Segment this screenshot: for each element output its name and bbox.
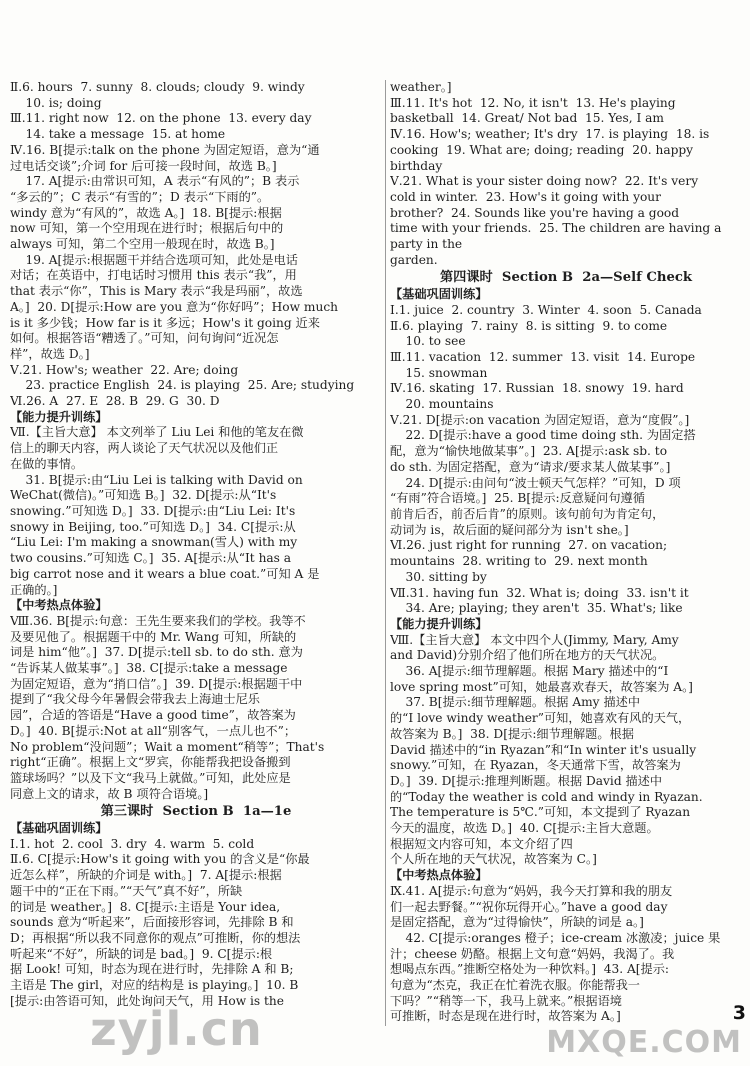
right-column-line: 第四课时 Section B 2a—Self Check [439,270,693,286]
right-column-line: basketball 14. Great/ Not bad 15. Yes, I am [390,111,664,126]
left-column-line: 为固定短语，意为“捎口信”。] 39. D[提示:根据题干中 [10,676,303,691]
page-number: 3 [732,1002,746,1024]
right-column-line: 【能力提升训练】 [390,616,488,631]
left-column-line: big carrot nose and it wears a blue coat.”可知 A 是 [10,566,320,581]
left-column-line: “多云的”；C 表示“有雪的”；D 表示“下雨的”。 [10,189,270,204]
right-column-line: brother? 24. Sounds like you're having a good [390,205,680,220]
left-column-line: 据 Look! 可知，时态为现在进行时，先排除 A 和 B; [10,962,294,977]
left-column-line: Ⅱ.6. hours 7. sunny 8. clouds; cloudy 9. windy [10,80,305,94]
left-column-line: D；再根据“所以我不同意你的观点”可推断，你的想法 [10,930,301,945]
watermark-right: MXQE.COM [546,1025,742,1060]
right-column-line: Ⅴ.21. D[提示:on vacation 为固定短语，意为“度假”。] [390,412,690,427]
left-column-line: 在做的事情。 [10,456,84,471]
right-column-line: 汁；cheese 奶酪。根据上文句意“妈妈，我渴了。我 [390,946,675,961]
right-column-line: 37. B[提示:细节理解题。根据 Amy 描述中 [390,695,641,710]
left-column-line: always 可知，第二个空用一般现在时，故选 B。] [10,237,275,252]
watermark-left: zyjl.cn [90,1002,263,1056]
right-column-line: cooking 19. What are; doing; reading 20. happy [390,142,694,157]
right-column-line: Ⅶ.31. having fun 32. What is; doing 33. isn't it [390,585,689,600]
right-column-line: love spring most”可知，她最喜欢春天，故答案为 A。] [390,679,693,694]
right-column-line: 24. D[提示:由问句“波士顿天气怎样？”可知，D 项 [390,475,681,490]
right-column-line: Ⅱ.6. playing 7. rainy 8. is sitting 9. to come [390,318,668,333]
left-column-line: D。] 40. B[提示:Not at all“别客气，一点儿也不”； [10,723,297,738]
left-column-line: 听起来“不好”，所缺的词是 bad。] 9. C[提示:根 [10,946,273,961]
left-column-line: 第三课时 Section B 1a—1e [100,804,292,820]
right-column-line: 34. Are; playing; they aren't 35. What's; like [390,601,683,616]
right-column [390,80,742,1036]
right-column-line: 可推断，时态是现在进行时，故答案为 A。] [390,1009,621,1024]
left-column-line: 及要见他了。根据题干中的 Mr. Wang 可知，所缺的 [10,629,297,644]
left-column-line: A。] 20. D[提示:How are you 意为“你好吗”；How much [10,299,338,314]
right-column-line: snowy.”可知，在 Ryazan，冬天通常下雪，故答案为 [390,758,681,773]
right-column-line: and David)分别介绍了他们所在地方的天气状况。 [390,648,665,663]
left-column-line: 【中考热点体验】 [10,598,108,613]
right-column-line: 配，意为“愉快地做某事”。] 23. A[提示:ask sb. to [390,444,668,459]
right-column-line: Ⅷ.【主旨大意】 本文中四个人(Jimmy, Mary, Amy [390,632,679,647]
left-column-line: Ⅰ.1. hot 2. cool 3. dry 4. warm 5. cold [10,836,255,851]
right-column-line: Ⅳ.16. skating 17. Russian 18. snowy 19. hard [390,381,684,396]
right-column-line: time with your friends. 25. The children are having a party in the [390,221,726,252]
left-column-line: 过电话交谈”;介词 for 后可接一段时间，故选 B。] [10,158,277,173]
right-column-line: 15. snowman [390,365,488,380]
left-column-line: 17. A[提示:由常识可知，A 表示“有风的”；B 表示 [10,174,300,189]
right-column-line: 个人所在地的天气状况，故答案为 C。] [390,852,597,867]
left-column-line: windy 意为“有风的”，故选 A。] 18. B[提示:根据 [10,205,282,220]
left-column-line: Ⅷ.36. B[提示:句意：王先生要来我们的学校。我等不 [10,613,306,628]
right-column-line: weather。] [390,80,452,94]
left-column-line: Ⅳ.16. B[提示:talk on the phone 为固定短语，意为“通 [10,142,320,157]
right-column-line: birthday [390,158,443,173]
left-column-line: 【基础巩固训练】 [10,821,108,836]
left-column-line: snowing.”可知选 D。] 33. D[提示:由“Liu Lei: It's [10,503,296,518]
left-column-line: Ⅴ.21. How's; weather 22. Are; doing [10,362,239,377]
right-column-line: garden. [390,252,438,267]
left-column-line: 信上的聊天内容，两人谈论了天气状况以及他们正 [10,441,279,456]
right-column-line: 想喝点东西。”推断空格处为一种饮料。] 43. A[提示: [390,962,670,977]
left-column-line: WeChat(微信)。”可知选 B。] 32. D[提示:从“It's [10,488,277,503]
left-column-line: is it 多少钱；How far is it 多远；How's it going 近来 [10,315,320,330]
left-column-line: snowy in Beijing, too.”可知选 D。] 34. C[提示:从 [10,519,296,534]
right-column-line: do sth. 为固定搭配，意为“请求/要求某人做某事”。] [390,459,671,474]
right-column-line: 42. C[提示:oranges 橙子；ice-cream 冰激凌；juice 果 [390,930,721,945]
left-column-line: Ⅵ.26. A 27. E 28. B 29. G 30. D [10,394,220,409]
right-column-line: 22. D[提示:have a good time doing sth. 为固定搭 [390,428,696,443]
right-column-line: cold in winter. 23. How's it going with your [390,189,661,204]
left-column-line: 【能力提升训练】 [10,409,108,424]
left-column-line: No problem“没问题”；Wait a moment“稍等”；That's [10,739,325,754]
left-column-line: 样”，故选 D。] [10,346,90,361]
left-column-line: 同意上文的请求，故 B 项符合语境。] [10,786,209,801]
right-column-line: 是固定搭配，意为“过得愉快”，所缺的词是 a。] [390,915,644,930]
right-column-line: Ⅴ.21. What is your sister doing now? 22. It's very [390,174,699,189]
left-column-line: 正确的。] [10,582,58,597]
left-column-line: two cousins.”可知选 C。] 35. A[提示:从“It has a [10,551,292,566]
left-column-line: now 可知，第一个空用现在进行时；根据后句中的 [10,221,284,236]
left-column-line: Ⅱ.6. C[提示:How's it going with you 的含义是“你最 [10,852,310,867]
right-column-line: 30. sitting by [390,569,487,584]
left-column [10,80,382,1036]
left-column-line: Ⅲ.11. right now 12. on the phone 13. every day [10,111,312,126]
right-column-line: 句意为“杰克，我正在忙着洗衣服。你能帮我一 [390,978,640,993]
right-column-line: Ⅳ.16. How's; weather; It's dry 17. is playing 18. is [390,127,710,142]
column-divider [385,80,386,1026]
right-column-line: D。] 39. D[提示:推理判断题。根据 David 描述中 [390,773,663,788]
left-column-line: 10. is; doing [10,95,102,110]
left-column-line: Ⅶ.【主旨大意】 本文列举了 Liu Lei 和他的笔友在微 [10,425,304,440]
left-column-line: 主语是 The girl，对应的结构是 is playing。] 10. B [10,978,299,993]
left-column-line: 19. A[提示:根据题干并结合选项可知，此处是电话 [10,252,298,267]
left-column-line: 近怎么样”，所缺的介词是 with。] 7. A[提示:根据 [10,868,282,883]
right-column-line: Ⅰ.1. juice 2. country 3. Winter 4. soon 5. Canada [390,302,702,317]
right-column-line: 们一起去野餐。”“祝你玩得开心。”have a good day [390,899,668,914]
right-column-line: The temperature is 5℃.”可知，本文提到了 Ryazan [390,805,691,820]
right-column-line: Ⅵ.26. just right for running 27. on vacation; [390,538,668,553]
left-column-line: 的词是 weather。] 8. C[提示:主语是 Your idea, [10,899,281,914]
right-column-line: 前肯后否，前否后肯”的原则。该句前句为肯定句， [390,506,665,521]
left-column-line: 对话；在英语中，打电话时习惯用 this 表示“我”，用 [10,268,297,283]
left-column-line: 如何。根据答语“糟透了。”可知，问句询问“近况怎 [10,331,279,346]
left-column-line: 31. B[提示:由“Liu Lei is talking with David on [10,472,303,487]
right-column-line: 【中考热点体验】 [390,868,488,883]
left-column-line: 23. practice English 24. is playing 25. Are; studying [10,378,355,393]
left-column-line: 14. take a message 15. at home [10,127,226,142]
right-column-line: 10. to see [390,334,466,349]
right-column-line: Ⅸ.41. A[提示:句意为“妈妈，我今天打算和我的朋友 [390,883,673,898]
right-column-line: 20. mountains [390,397,494,412]
right-column-line: 的“I love windy weather”可知，她喜欢有风的天气， [390,711,691,726]
left-column-line: 篮球场吗？”以及下文“我马上就做。”可知，此处应是 [10,770,291,785]
right-column-line: 的“Today the weather is cold and windy in Ryazan. [390,789,703,804]
left-column-line: 词是 him“他”。] 37. D[提示:tell sb. to do sth. 意为 [10,645,303,660]
left-column-line: [提示:由答语可知，此处询问天气，用 How is the [10,993,284,1008]
left-column-line: that 表示“你”，This is Mary 表示“我是玛丽”，故选 [10,284,303,299]
right-column-line: David 描述中的“in Ryazan”和“In winter it's usually [390,742,697,757]
right-column-line: 故答案为 B。] 38. D[提示:细节理解题。根据 [390,726,634,741]
right-column-line: mountains 28. writing to 29. next month [390,554,648,569]
right-column-line: 动词为 is，故后面的疑问部分为 isn't she。] [390,522,629,537]
left-column-line: “告诉某人做某事”。] 38. C[提示:take a message [10,661,288,676]
right-column-line: 根据短文内容可知，本文介绍了四 [390,836,573,851]
right-column-line: “有雨”符合语境。] 25. B[提示:反意疑问句遵循 [390,491,645,506]
left-column-line: 题干中的“正在下雨。”“天气”真不好”，所缺 [10,883,243,898]
left-column-line: 提到了“我父母今年暑假会带我去上海迪士尼乐 [10,692,260,707]
left-column-line: 园”，合适的答语是“Have a good time”，故答案为 [10,708,296,723]
left-column-line: “Liu Lei: I'm making a snowman(雪人) with my [10,535,298,550]
right-column-line: 下吗？”“稍等一下，我马上就来。”根据语境 [390,993,622,1008]
right-column-line: 36. A[提示:细节理解题。根据 Mary 描述中的“I [390,664,669,679]
left-column-line: right“正确”。根据上文“罗宾，你能帮我把设备搬到 [10,755,291,770]
right-column-line: 今天的温度，故选 D。] 40. C[提示:主旨大意题。 [390,821,659,836]
right-column-line: Ⅲ.11. vacation 12. summer 13. visit 14. Europe [390,349,696,364]
right-column-line: 【基础巩固训练】 [390,287,488,302]
right-column-line: Ⅲ.11. It's hot 12. No, it isn't 13. He's playing [390,95,676,110]
left-column-line: sounds 意为“听起来”，后面接形容词，先排除 B 和 [10,915,294,930]
